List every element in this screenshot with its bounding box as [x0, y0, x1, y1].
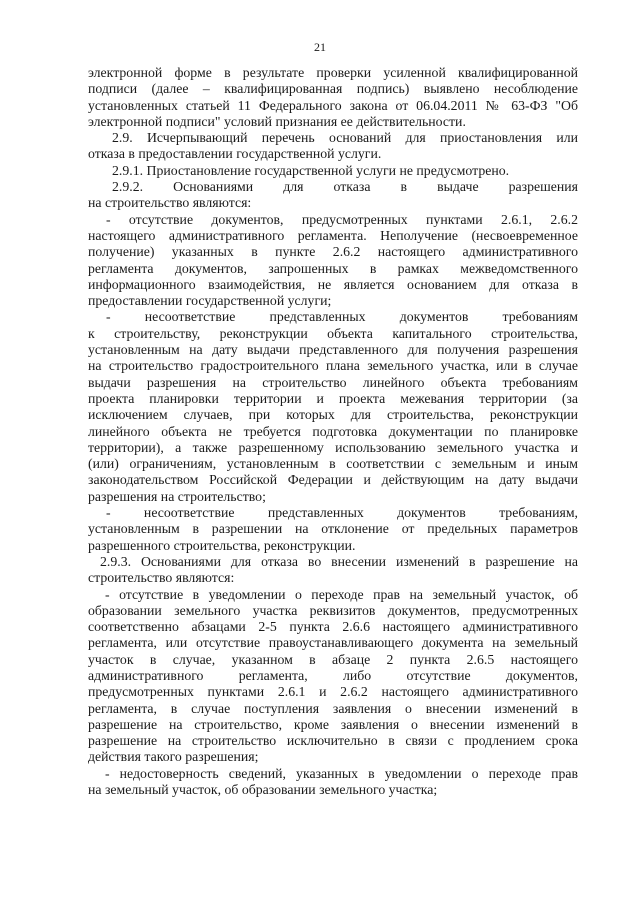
text-line: информационного взаимодействия, не является основанием для отказа в	[88, 276, 578, 292]
text-line: к строительству, реконструкции объекта капитального строительства,	[88, 325, 578, 341]
text-line: - несоответствие представленных документов требованиям,	[106, 505, 578, 521]
text-line: - несоответствие представленных документов требованиям	[106, 309, 578, 325]
text-line: действия такого разрешения;	[88, 749, 259, 765]
text-line: разрешенного строительства, реконструкции.	[88, 537, 356, 553]
text-line: отказа в предоставлении государственной услуги.	[88, 146, 382, 162]
text-line: образовании земельного участка реквизитов документов, предусмотренных	[88, 602, 578, 618]
text-line: установленным на дату выдачи представленного для получения разрешения	[88, 342, 578, 358]
text-line: строительство являются:	[88, 570, 235, 586]
text-line: на строительство градостроительного плана земельного участка, или в случае	[88, 358, 578, 374]
text-line: электронной форме в результате проверки усиленной квалифицированной	[88, 65, 578, 80]
text-line: территории), а также разрешенному использованию земельного участка и	[88, 439, 578, 455]
page-number: 21	[314, 40, 326, 54]
paragraph-electronic-signature	[88, 65, 578, 130]
text-line: 2.9.2. Основаниями для отказа в выдаче разрешения	[112, 179, 578, 195]
text-line: подписи (далее – квалифицированная подпись) выявлено несоблюдение	[88, 81, 578, 97]
list-item-nonconformity-deviation	[88, 505, 578, 554]
text-line: на строительство являются:	[88, 195, 252, 211]
text-line: линейного объекта не требуется подготовка документации по планировке	[88, 423, 578, 439]
text-line: на земельный участок, об образовании земельного участка;	[88, 782, 438, 798]
text-line: настоящего административного регламента. Неполучение (несвоевременное	[88, 227, 578, 243]
text-line: соответственно абзацами 2-5 пункта 2.6.6 настоящего административного	[88, 619, 578, 635]
text-line: участок в случае, указанном в абзаце 2 пункта 2.6.5 настоящего	[88, 651, 578, 667]
text-line: проекта планировки территории и проекта межевания территории (за	[88, 390, 578, 406]
text-line: установленных статьей 11 Федерального закона от 06.04.2011 № 63-ФЗ "Об	[88, 97, 578, 113]
text-line: разрешение на строительство, кроме заявления о внесении изменений в	[88, 716, 578, 732]
list-item-absence-of-documents	[88, 212, 578, 310]
text-line: - недостоверность сведений, указанных в уведомлении о переходе прав	[105, 765, 578, 781]
document-body	[88, 65, 578, 798]
list-item-nonconformity-requirements	[88, 309, 578, 505]
text-line: выдачи разрешения на строительство линейного объекта требованиям	[88, 374, 578, 390]
text-line: регламента документов, запрошенных в рамках межведомственного	[88, 260, 578, 276]
text-line: 2.9.1. Приостановление государственной услуги не предусмотрено.	[112, 162, 510, 178]
text-line: электронной подписи" условий признания ее действительности.	[88, 113, 466, 129]
text-line: предусмотренных пунктами 2.6.1 и 2.6.2 настоящего административного	[88, 684, 578, 700]
text-line: предоставлении государственной услуги;	[88, 293, 332, 309]
text-line: разрешение на строительство исключительно в связи с продлением срока	[88, 733, 578, 749]
text-line: 2.9. Исчерпывающий перечень оснований для приостановления или	[112, 130, 578, 146]
text-line: разрешения на строительство;	[88, 488, 266, 504]
paragraph-2-9-1	[88, 163, 578, 179]
list-item-absence-in-notification	[88, 587, 578, 766]
text-line: административного регламента, либо отсутствие документов,	[88, 667, 578, 683]
text-line: - отсутствие в уведомлении о переходе прав на земельный участок, об	[105, 586, 578, 602]
text-line: законодательством Российской Федерации и действующим на дату выдачи	[88, 472, 578, 488]
list-item-unreliable-information	[88, 766, 578, 799]
text-line: регламента, или отсутствие правоустанавливающего документа на земельный	[88, 635, 578, 651]
text-line: регламента, в случае поступления заявления о внесении изменений в	[88, 700, 578, 716]
text-line: - отсутствие документов, предусмотренных пунктами 2.6.1, 2.6.2	[106, 211, 578, 227]
text-line: установленным в разрешении на отклонение от предельных параметров	[88, 521, 578, 537]
text-line: получение) указанных в пункте 2.6.2 настоящего административного	[88, 244, 578, 260]
text-line: (или) ограничениям, установленным в соответствии с земельным и иным	[88, 456, 578, 472]
text-line: исключением случаев, при которых для строительства, реконструкции	[88, 407, 578, 423]
paragraph-2-9	[88, 130, 578, 163]
paragraph-2-9-3	[88, 554, 578, 587]
paragraph-2-9-2	[88, 179, 578, 212]
text-line: 2.9.3. Основаниями для отказа во внесении изменений в разрешение на	[100, 553, 578, 569]
